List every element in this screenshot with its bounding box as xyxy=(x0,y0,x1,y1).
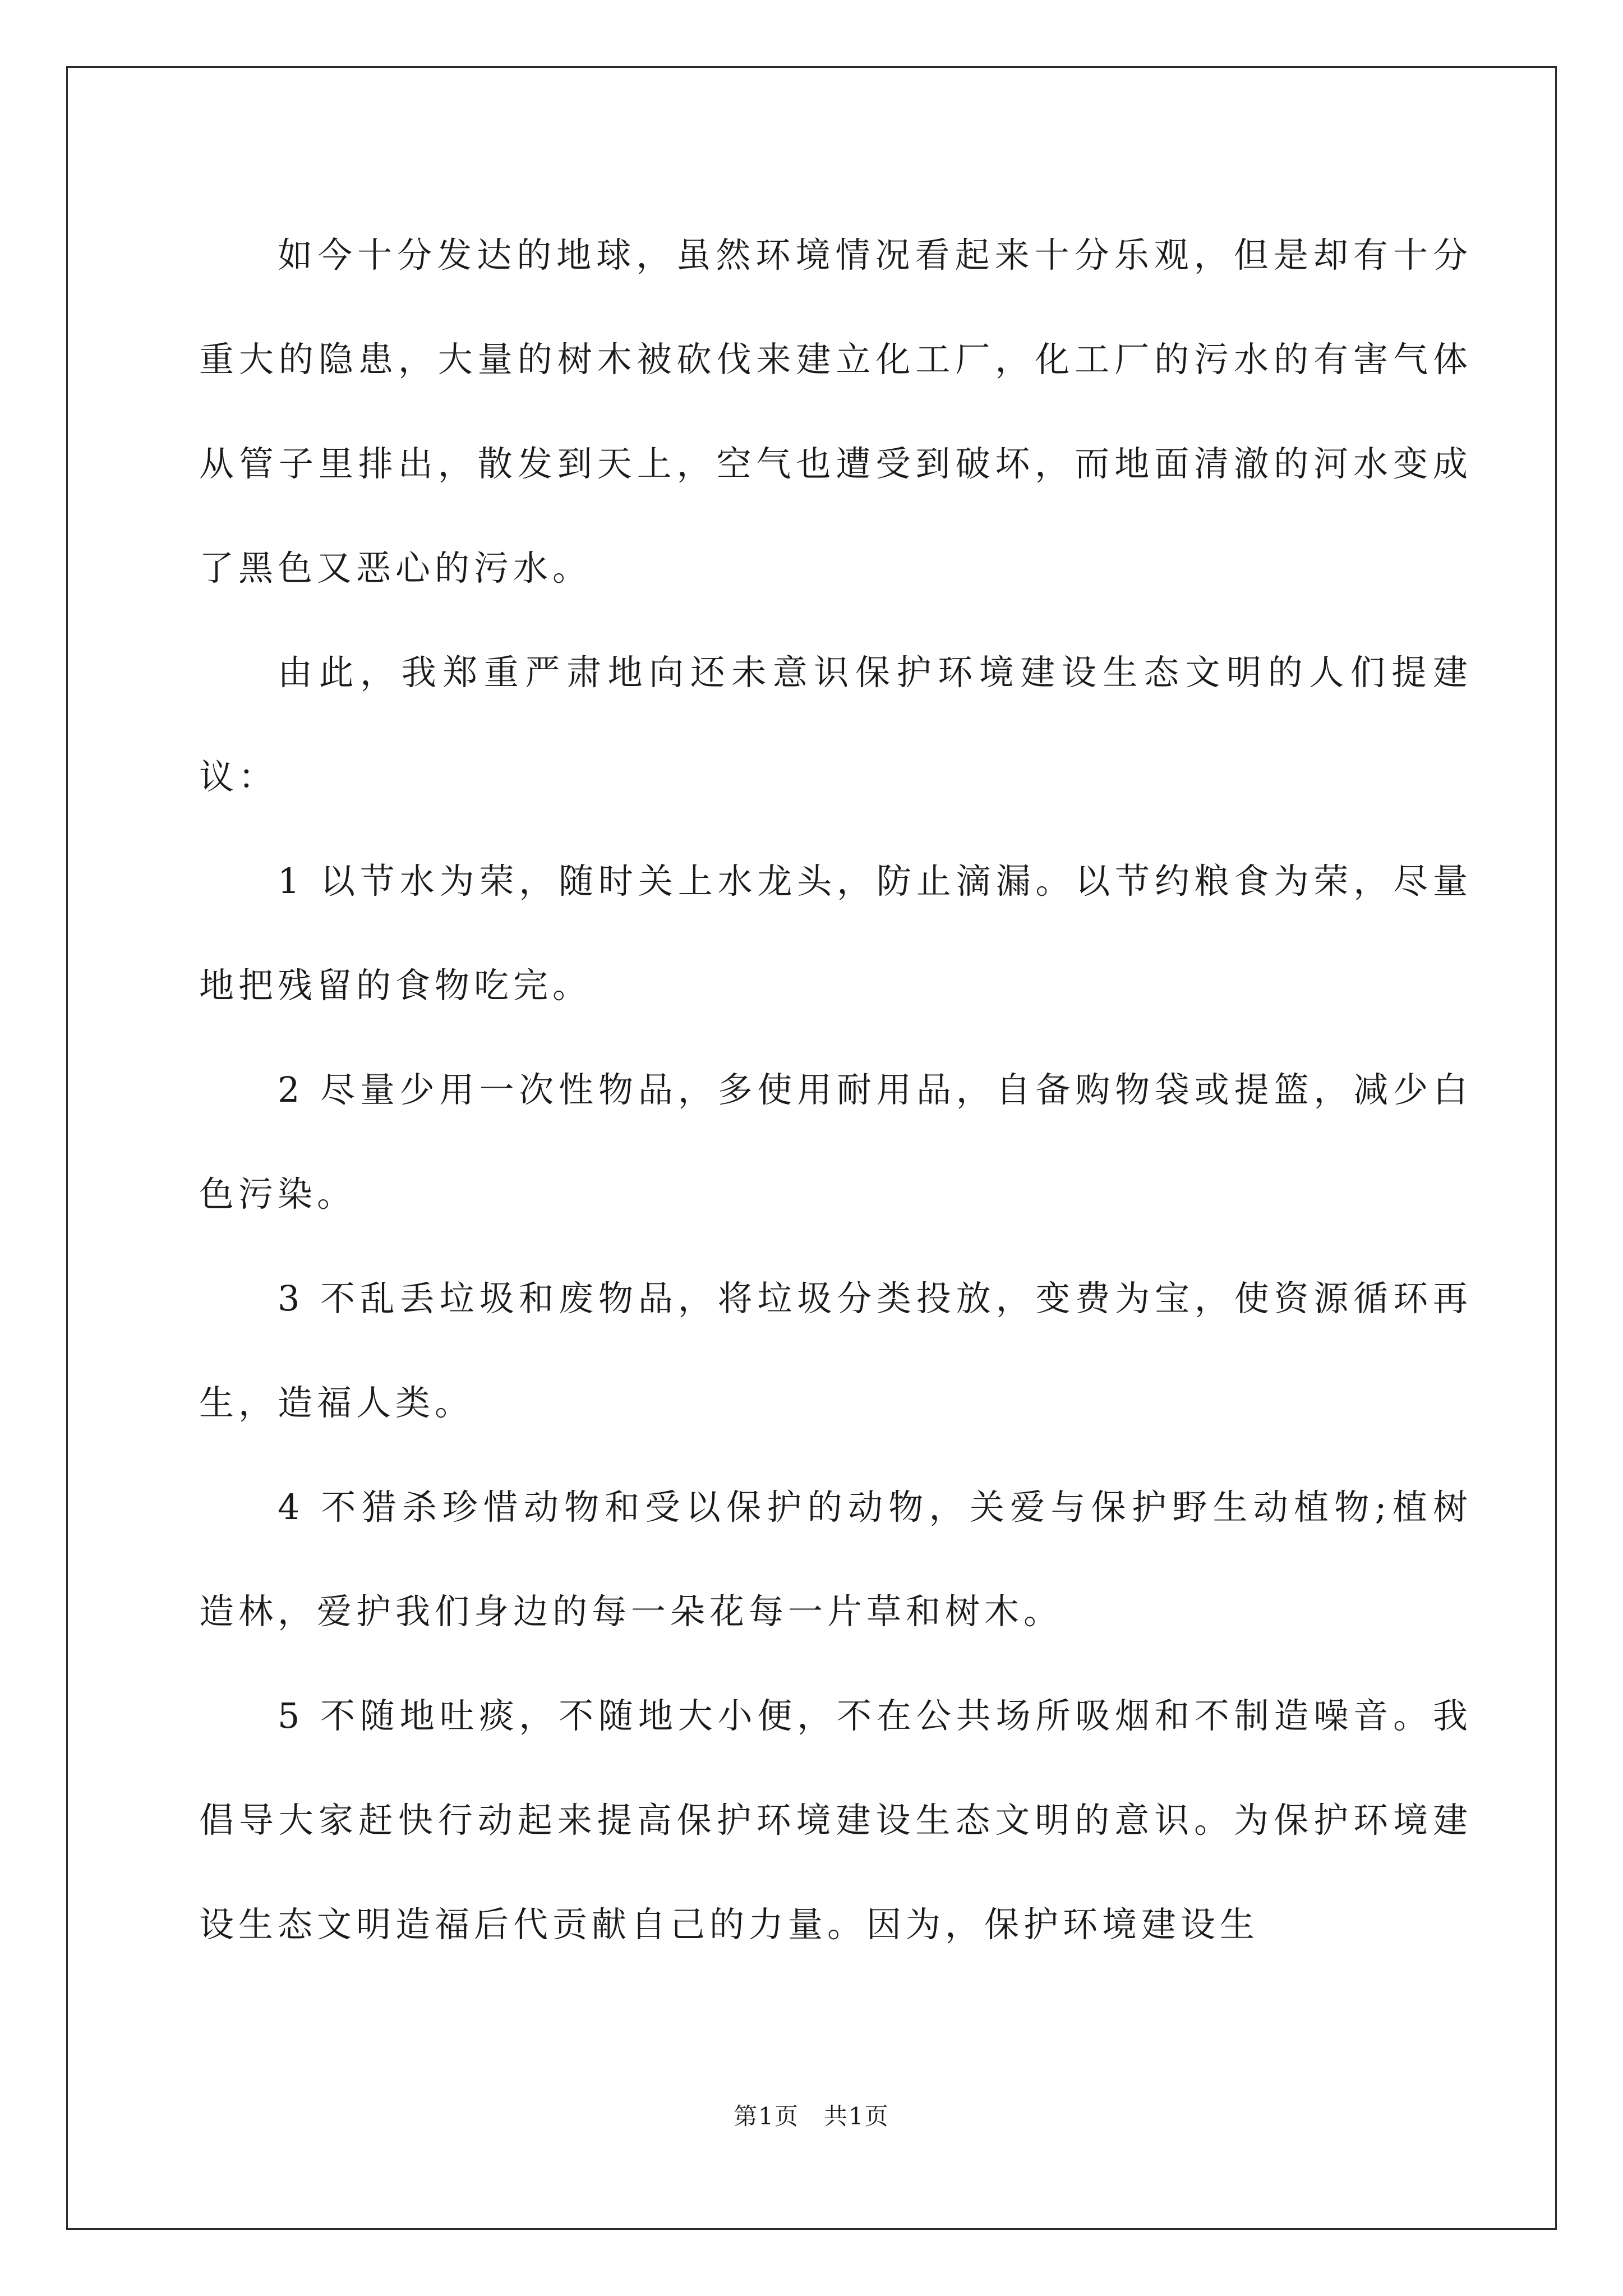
page-total: 共1页 xyxy=(824,2102,889,2130)
paragraph-4: 2 尽量少用一次性物品，多使用耐用品，自备购物袋或提篮，减少白色污染。 xyxy=(199,1069,1472,1214)
page-number: 第1页 xyxy=(734,2102,799,2130)
paragraph-6: 4 不猎杀珍惜动物和受以保护的动物，关爱与保护野生动植物;植树造林，爱护我们身边的每一朵花每一片草和树木。 xyxy=(199,1487,1472,1632)
document-body xyxy=(199,203,1472,1977)
page-footer xyxy=(0,2100,1623,2133)
paragraph-2: 由此，我郑重严肃地向还未意识保护环境建设生态文明的人们提建议： xyxy=(199,652,1472,797)
paragraph-7: 5 不随地吐痰，不随地大小便，不在公共场所吸烟和不制造噪音。我倡导大家赶快行动起来提高保护环境建设生态文明的意识。为保护环境建设生态文明造福后代贡献自己的力量。因为，保护环境建设生 xyxy=(199,1695,1472,1945)
paragraph-5: 3 不乱丢垃圾和废物品，将垃圾分类投放，变费为宝，使资源循环再生，造福人类。 xyxy=(199,1278,1472,1423)
paragraph-3: 1 以节水为荣，随时关上水龙头，防止滴漏。以节约粮食为荣，尽量地把残留的食物吃完。 xyxy=(199,861,1472,1006)
paragraph-1: 如今十分发达的地球，虽然环境情况看起来十分乐观，但是却有十分重大的隐患，大量的树木被砍伐来建立化工厂，化工厂的污水的有害气体从管子里排出，散发到天上，空气也遭受到破坏，而地面清澈的河水变成了黑色又恶心的污水。 xyxy=(199,234,1472,588)
